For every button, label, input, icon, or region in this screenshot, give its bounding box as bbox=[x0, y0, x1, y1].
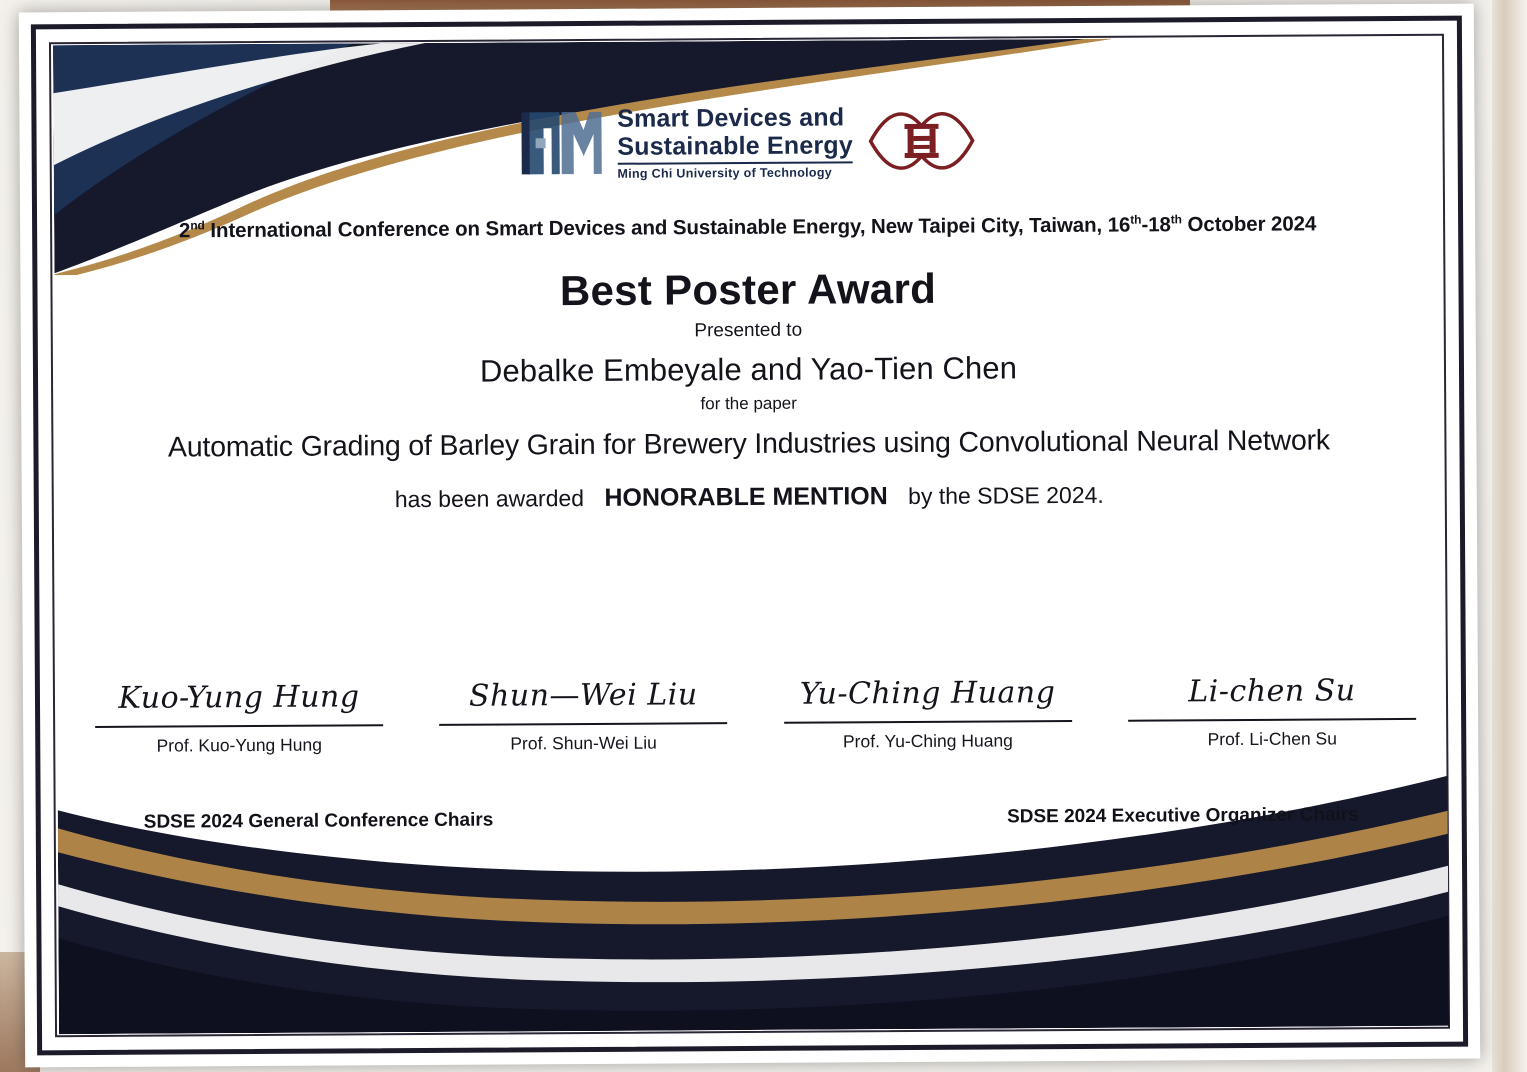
signature-handwriting: Yu-Ching Huang bbox=[799, 675, 1056, 712]
recipient-names: Debalke Embeyale and Yao-Tien Chen bbox=[479, 350, 1018, 389]
conference-line bbox=[80, 211, 1415, 244]
signature-block bbox=[777, 666, 1078, 753]
signature-row bbox=[89, 664, 1422, 757]
conference-line-mid: International Conference on Smart Devices and Sustainable Energy, New Taipei City, Taiwan, 16 bbox=[204, 213, 1131, 243]
conference-ordinal: 2 bbox=[178, 219, 191, 243]
signature-name: Prof. Yu-Ching Huang bbox=[842, 730, 1013, 752]
general-conference-chairs-label: SDSE 2024 General Conference Chairs bbox=[143, 809, 494, 833]
mcut-monogram-logo-icon bbox=[517, 104, 603, 183]
date-start-suffix: th bbox=[1130, 212, 1142, 227]
logo-subtitle: Ming Chi University of Technology bbox=[617, 161, 853, 180]
signature-handwriting: Shun—Wei Liu bbox=[468, 677, 698, 714]
conference-logo-text bbox=[617, 103, 853, 180]
date-dash: -18 bbox=[1141, 213, 1171, 237]
signature-handwriting: Li-chen Su bbox=[1188, 673, 1356, 710]
certificate-document bbox=[19, 4, 1480, 1068]
decorative-swoosh-bottom bbox=[57, 716, 1449, 1034]
conference-ordinal-suffix: nd bbox=[190, 218, 205, 233]
signature-block bbox=[89, 670, 390, 757]
award-level: HONORABLE MENTION bbox=[604, 481, 888, 512]
background-table-edge-right bbox=[1492, 0, 1527, 1072]
signature-handwriting: Kuo-Yung Hung bbox=[118, 679, 360, 716]
signature-name: Prof. Kuo-Yung Hung bbox=[156, 734, 323, 756]
signature-block bbox=[1122, 664, 1423, 751]
certificate-body bbox=[79, 99, 1416, 516]
logo-title-line2: Sustainable Energy bbox=[617, 131, 854, 161]
executive-organizer-chairs-label: SDSE 2024 Executive Organizer Chairs bbox=[1006, 804, 1359, 828]
signature-block bbox=[433, 668, 734, 755]
award-title: Best Poster Award bbox=[559, 264, 937, 314]
date-end-suffix: th bbox=[1170, 212, 1182, 227]
award-statement-prefix: has been awarded bbox=[394, 484, 585, 512]
signature-name: Prof. Shun-Wei Liu bbox=[510, 732, 657, 754]
conference-logo-row bbox=[79, 99, 1414, 185]
logo-title-line1: Smart Devices and bbox=[617, 103, 845, 133]
signature-name: Prof. Li-Chen Su bbox=[1207, 728, 1337, 750]
paper-title: Automatic Grading of Barley Grain for Brewery Industries using Convolutional Neural Network bbox=[167, 424, 1330, 464]
for-the-paper-label: for the paper bbox=[700, 393, 797, 414]
presented-to-label: Presented to bbox=[694, 319, 803, 342]
award-statement-suffix: by the SDSE 2024. bbox=[908, 481, 1104, 509]
conference-line-end: October 2024 bbox=[1181, 212, 1317, 237]
ming-chi-seal-logo-icon bbox=[867, 104, 977, 179]
